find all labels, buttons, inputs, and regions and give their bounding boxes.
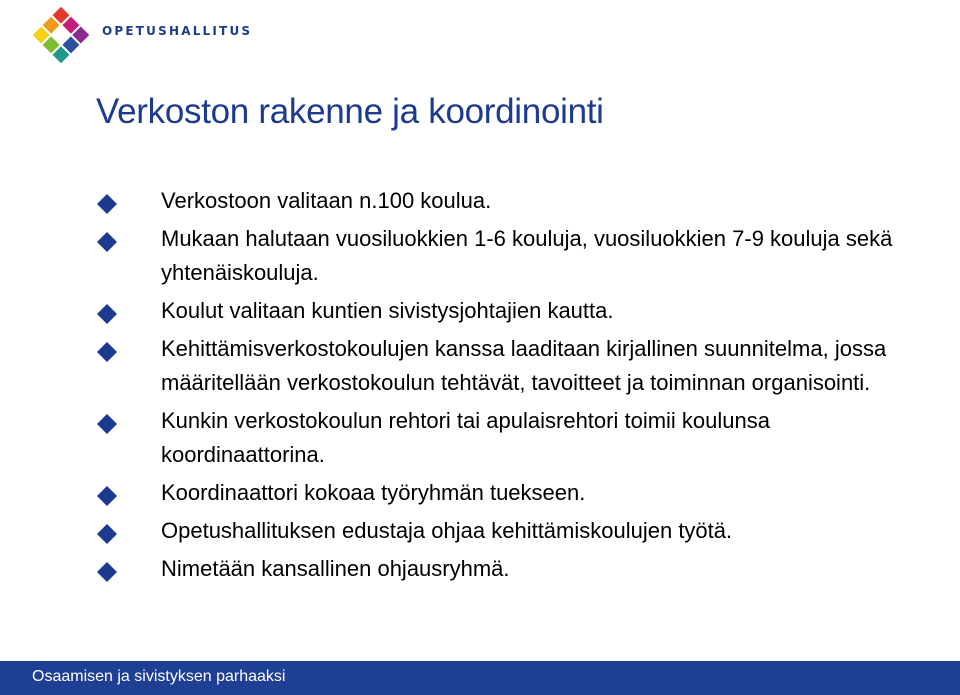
bullet-list	[97, 184, 927, 590]
bullet-item	[97, 294, 927, 328]
diamond-bullet-icon	[97, 486, 117, 506]
bullet-text: Kehittämisverkostokoulujen kanssa laaditaan kirjallinen suunnitelma, jossa määritellään verkostokoulun tehtävät, tavoitteet ja toiminnan organisointi.	[161, 336, 887, 395]
bullet-text: Kunkin verkostokoulun rehtori tai apulaisrehtori toimii koulunsa koordinaattorina.	[161, 408, 770, 467]
bullet-text: Opetushallituksen edustaja ohjaa kehittämiskoulujen työtä.	[161, 518, 733, 543]
slide-title: Verkoston rakenne ja koordinointi	[96, 92, 604, 131]
bullet-item	[97, 476, 927, 510]
bullet-text: Mukaan halutaan vuosiluokkien 1-6 kouluja, vuosiluokkien 7-9 kouluja sekä yhtenäiskouluja.	[161, 226, 893, 285]
bullet-item	[97, 222, 927, 290]
bullet-item	[97, 404, 927, 472]
diamond-bullet-icon	[97, 414, 117, 434]
bullet-text: Nimetään kansallinen ohjausryhmä.	[161, 556, 510, 581]
bullet-text: Koordinaattori kokoaa työryhmän tuekseen.	[161, 480, 586, 505]
diamond-bullet-icon	[97, 194, 117, 214]
org-name: OPETUSHALLITUS	[102, 24, 253, 38]
diamond-bullet-icon	[97, 562, 117, 582]
bullet-item	[97, 184, 927, 218]
diamond-bullet-icon	[97, 304, 117, 324]
footer-tagline: Osaamisen ja sivistyksen parhaaksi	[32, 668, 286, 685]
bullet-text: Verkostoon valitaan n.100 koulua.	[161, 188, 492, 213]
diamond-bullet-icon	[97, 232, 117, 252]
diamond-bullet-icon	[97, 524, 117, 544]
bullet-item	[97, 552, 927, 586]
diamond-logo-icon	[30, 4, 92, 66]
bullet-item	[97, 332, 927, 400]
bullet-text: Koulut valitaan kuntien sivistysjohtajien kautta.	[161, 298, 614, 323]
diamond-bullet-icon	[97, 342, 117, 362]
bullet-item	[97, 514, 927, 548]
footer-bar	[0, 661, 960, 695]
